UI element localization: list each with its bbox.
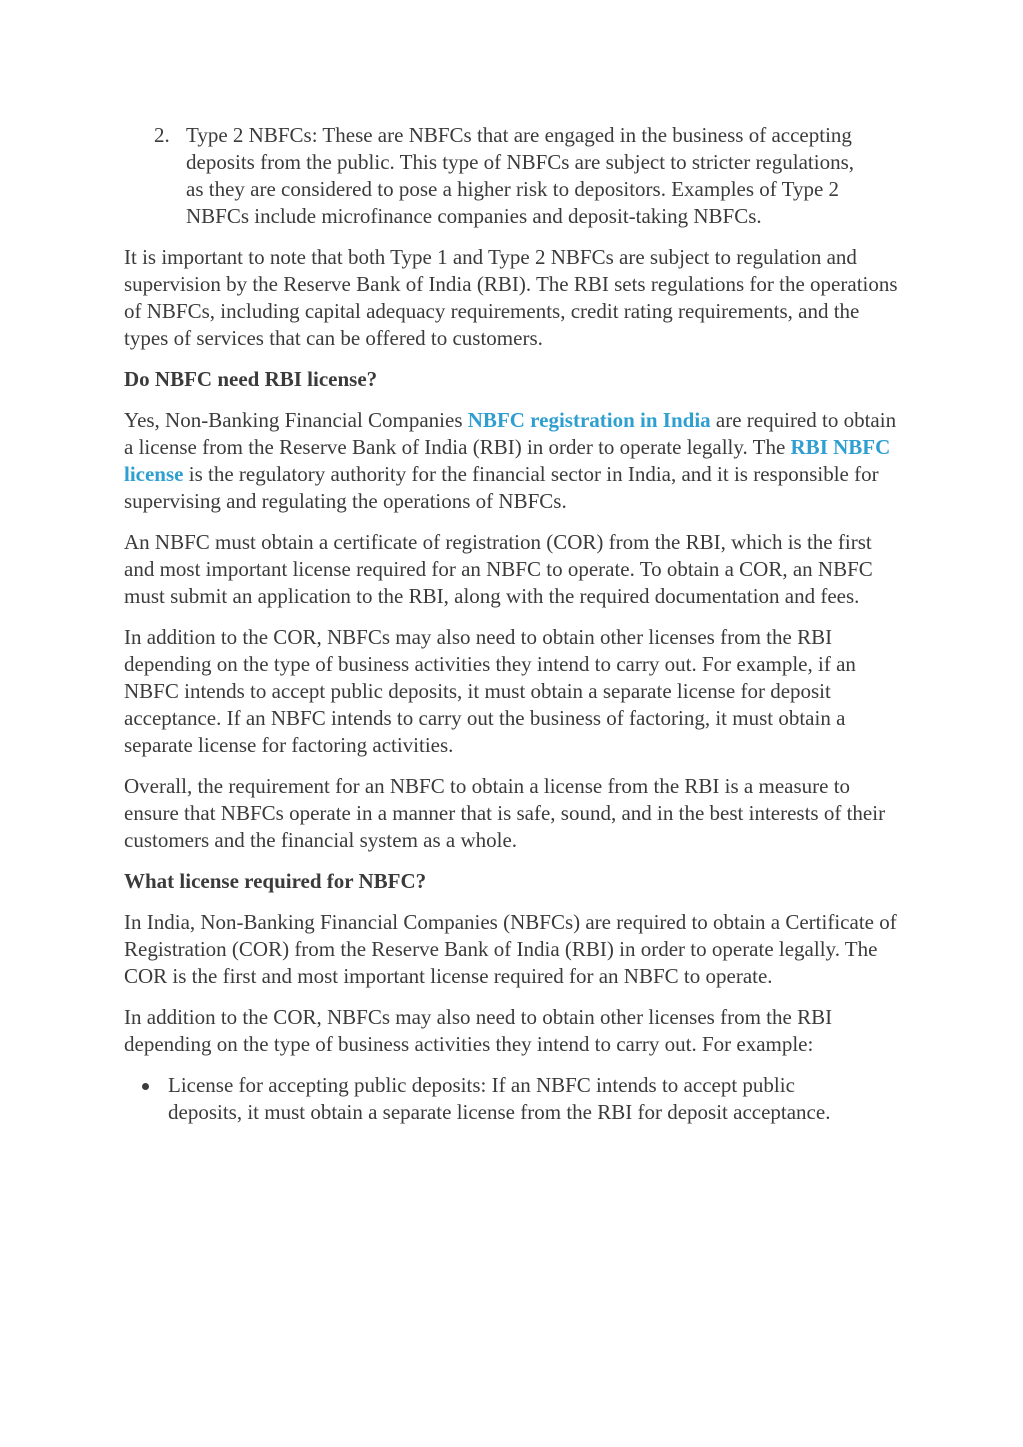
list-item bbox=[154, 122, 904, 230]
paragraph-yes bbox=[124, 407, 904, 515]
document-page bbox=[124, 122, 904, 1140]
paragraph-cor: An NBFC must obtain a certificate of registration (COR) from the RBI, which is the first and most important license required for an NBFC to operate. To obtain a COR, an NBFC must submit an application to the RBI, along with the required documentation and fees. bbox=[124, 530, 873, 608]
paragraph-overall: Overall, the requirement for an NBFC to obtain a license from the RBI is a measure to ensure that NBFCs operate in a manner that is safe, sound, and in the best interests of their customers and the financial system as a whole. bbox=[124, 774, 886, 852]
paragraph-text: is the regulatory authority for the financial sector in India, and it is responsible for supervising and regulating the operations of NBFCs. bbox=[124, 462, 879, 513]
paragraph-addition-1: In addition to the COR, NBFCs may also need to obtain other licenses from the RBI depending on the type of business activities they intend to carry out. For example, if an NBFC intends to accept public deposits, it must obtain a separate license for deposit acceptance. If an NBFC intends to carry out the business of factoring, it must obtain a separate license for factoring activities. bbox=[124, 625, 856, 757]
list-item-text: Type 2 NBFCs: These are NBFCs that are engaged in the business of accepting deposits from the public. This type of NBFCs are subject to stricter regulations, as they are considered to pose a higher risk to depositors. Examples of Type 2 NBFCs include microfinance companies and deposit-taking NBFCs. bbox=[186, 123, 855, 228]
section-heading-license-required: What license required for NBFC? bbox=[124, 869, 427, 893]
paragraph-text: are required to obtain a license from the Reserve Bank of India (RBI) in order to operate legally. The bbox=[124, 408, 897, 459]
bullet-text: License for accepting public deposits: If an NBFC intends to accept public deposits, it must obtain a separate license from the RBI for deposit acceptance. bbox=[168, 1073, 831, 1124]
paragraph-regulation: It is important to note that both Type 1 and Type 2 NBFCs are subject to regulation and supervision by the Reserve Bank of India (RBI). The RBI sets regulations for the operations of NBFCs, including capital adequacy requirements, credit rating requirements, and the types of services that can be offered to customers. bbox=[124, 245, 898, 350]
bullet-icon bbox=[138, 1072, 168, 1126]
paragraph-text: Yes, Non-Banking Financial Companies bbox=[124, 408, 468, 432]
section-heading-rbi-license: Do NBFC need RBI license? bbox=[124, 367, 378, 391]
nbfc-registration-link[interactable]: NBFC registration in India bbox=[467, 408, 711, 432]
list-number: 2. bbox=[154, 123, 170, 147]
paragraph-india: In India, Non-Banking Financial Companies (NBFCs) are required to obtain a Certificate of Registration (COR) from the Reserve Bank of India (RBI) in order to operate legally. The COR is the first and most important license required for an NBFC to operate. bbox=[124, 910, 897, 988]
paragraph-addition-2: In addition to the COR, NBFCs may also need to obtain other licenses from the RBI depending on the type of business activities they intend to carry out. For example: bbox=[124, 1005, 833, 1056]
bullet-list-item bbox=[138, 1072, 904, 1126]
rbi-nbfc-license-link[interactable]: RBI NBFC license bbox=[124, 435, 891, 486]
